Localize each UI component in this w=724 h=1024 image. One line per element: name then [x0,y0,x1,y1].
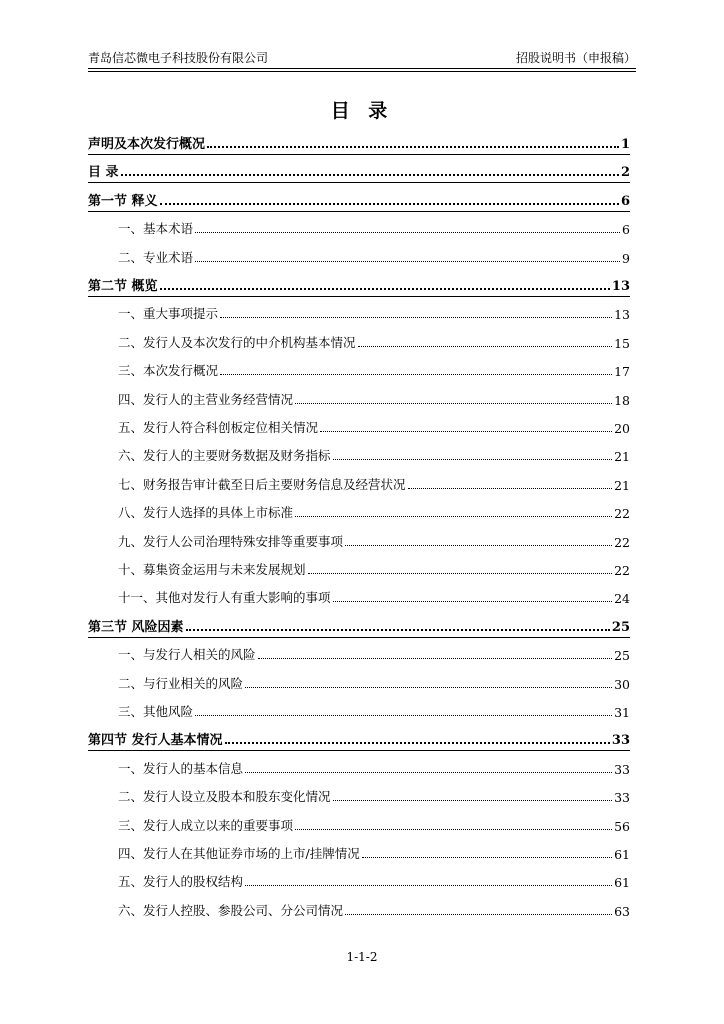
toc-section-entry[interactable] [88,132,630,152]
toc-entry-label: 二、发行人及本次发行的中介机构基本情况 [118,334,356,350]
toc-entry-label: 六、发行人的主要财务数据及财务指标 [118,448,331,464]
toc-subsection-entry[interactable] [88,501,630,521]
toc-entry-label: 第三节 风险因素 [88,619,184,635]
toc-entry-label: 第二节 概览 [88,279,158,294]
toc-entry-page: 25 [614,648,630,664]
dot-leader [195,261,620,262]
toc-entry-label: 二、与行业相关的风险 [118,675,244,691]
toc-entry-page: 30 [614,676,630,692]
toc-entry-page: 20 [614,421,630,436]
dot-leader [245,687,612,688]
toc-subsection-entry[interactable] [88,700,630,720]
toc-subsection-entry[interactable] [88,302,630,322]
dot-leader [195,715,612,716]
toc-entry-label: 三、发行人成立以来的重要事项 [118,817,294,833]
toc-entry-label: 第一节 释义 [88,193,158,209]
dot-leader [121,174,619,176]
toc-section-entry[interactable] [88,274,630,294]
toc-subsection-entry[interactable] [88,757,630,777]
toc-subsection-entry[interactable] [88,444,630,464]
toc-subsection-entry[interactable] [88,672,630,692]
toc-section-entry[interactable] [88,160,630,180]
dot-leader [207,146,619,148]
dot-leader [333,459,613,460]
toc-entry-label: 目 录 [88,165,119,181]
dot-leader [345,914,612,915]
toc-subsection-entry[interactable] [88,388,630,408]
toc-entry-page: 25 [611,619,630,635]
page-header [88,44,636,69]
toc-entry-label: 声明及本次发行概况 [88,137,206,152]
dot-leader [333,601,613,602]
toc-entry-page: 61 [614,847,630,862]
dot-leader [308,573,613,574]
toc-section-entry[interactable] [88,728,630,748]
toc-entry-page: 2 [620,165,630,181]
toc-entry-label: 九、发行人公司治理特殊安排等重要事项 [118,533,344,549]
toc-entry-page: 61 [614,875,630,891]
dot-leader [345,545,612,546]
toc-entry-page: 6 [622,222,630,238]
toc-subsection-entry[interactable] [88,643,630,663]
toc-entry-label: 二、发行人设立及股本和股东变化情况 [118,789,331,805]
toc-subsection-entry[interactable] [88,842,630,862]
dot-leader [245,772,612,773]
toc-entry-label: 七、财务报告审计截至日后主要财务信息及经营状况 [118,476,406,492]
dot-leader [160,203,619,205]
toc-entry-page: 9 [622,250,630,266]
dot-leader [358,346,613,347]
toc-section-entry[interactable] [88,615,630,635]
toc-entry-label: 四、发行人的主营业务经营情况 [118,391,294,407]
toc-entry-page: 1 [620,137,630,152]
toc-entry-page: 21 [614,477,630,493]
toc-entry-label: 一、与发行人相关的风险 [118,647,256,663]
toc-section-entry[interactable] [88,189,630,209]
dot-leader [320,431,612,432]
toc-entry-page: 63 [614,903,630,919]
toc-subsection-entry[interactable] [88,785,630,805]
toc-subsection-entry[interactable] [88,473,630,493]
dot-leader [333,800,613,801]
dot-leader [295,829,612,830]
toc-entry-page: 22 [614,506,630,522]
toc-entry-label: 四、发行人在其他证券市场的上市/挂牌情况 [118,846,360,861]
document-type: 招股说明书（申报稿） [515,51,636,65]
toc-subsection-entry[interactable] [88,359,630,379]
toc-entry-label: 六、发行人控股、参股公司、分公司情况 [118,902,344,918]
toc-entry-label: 三、其他风险 [118,704,194,719]
toc-subsection-entry[interactable] [88,814,630,834]
toc-entry-page: 6 [620,193,630,209]
dot-leader [225,742,610,744]
toc-subsection-entry[interactable] [88,416,630,436]
toc-subsection-entry[interactable] [88,586,630,606]
toc-entry-page: 22 [614,534,630,550]
toc-entry-page: 33 [611,733,630,749]
toc-entry-label: 十一、其他对发行人有重大影响的事项 [118,590,331,606]
toc-entry-label: 三、本次发行概况 [118,363,219,379]
toc-subsection-entry[interactable] [88,217,630,237]
toc-entry-label: 第四节 发行人基本情况 [88,733,223,749]
toc-entry-page: 24 [614,591,630,607]
toc-subsection-entry[interactable] [88,899,630,919]
toc-entry-page: 22 [614,563,630,578]
toc-subsection-entry[interactable] [88,558,630,578]
dot-leader [295,403,612,404]
toc-entry-label: 八、发行人选择的具体上市标准 [118,505,294,521]
toc-entry-page: 15 [614,335,630,351]
dot-leader [408,488,613,489]
toc-entry-page: 33 [614,761,630,777]
dot-leader [245,885,612,886]
dot-leader [160,288,610,290]
toc-subsection-entry[interactable] [88,246,630,266]
toc-entry-page: 18 [614,392,630,408]
toc-entry-label: 二、专业术语 [118,249,194,265]
toc-entry-label: 一、重大事项提示 [118,306,219,322]
toc-entry-page: 33 [614,790,630,806]
toc-entry-page: 56 [614,818,630,834]
toc-entry-page: 21 [614,449,630,465]
page-number: 1-1-2 [346,950,378,964]
company-name: 青岛信芯微电子科技股份有限公司 [88,51,269,65]
toc-entry-page: 17 [614,364,630,380]
toc-entry-label: 一、发行人的基本信息 [118,760,244,776]
toc-entry-page: 13 [614,307,630,323]
toc-subsection-entry[interactable] [88,331,630,351]
dot-leader [220,317,612,318]
dot-leader [295,516,612,517]
dot-leader [195,232,620,233]
toc-entry-page: 31 [614,705,630,720]
toc-entry-label: 五、发行人符合科创板定位相关情况 [118,420,319,435]
toc-title: 目 录 [330,100,394,122]
toc-subsection-entry[interactable] [88,870,630,890]
dot-leader [258,658,613,659]
dot-leader [186,629,610,631]
toc-entry-label: 五、发行人的股权结构 [118,874,244,890]
toc-entry-label: 十、募集资金运用与未来发展规划 [118,562,306,577]
toc-subsection-entry[interactable] [88,530,630,550]
toc-entry-page: 13 [611,279,630,294]
dot-leader [362,857,612,858]
toc-entry-label: 一、基本术语 [118,221,194,237]
dot-leader [220,374,612,375]
